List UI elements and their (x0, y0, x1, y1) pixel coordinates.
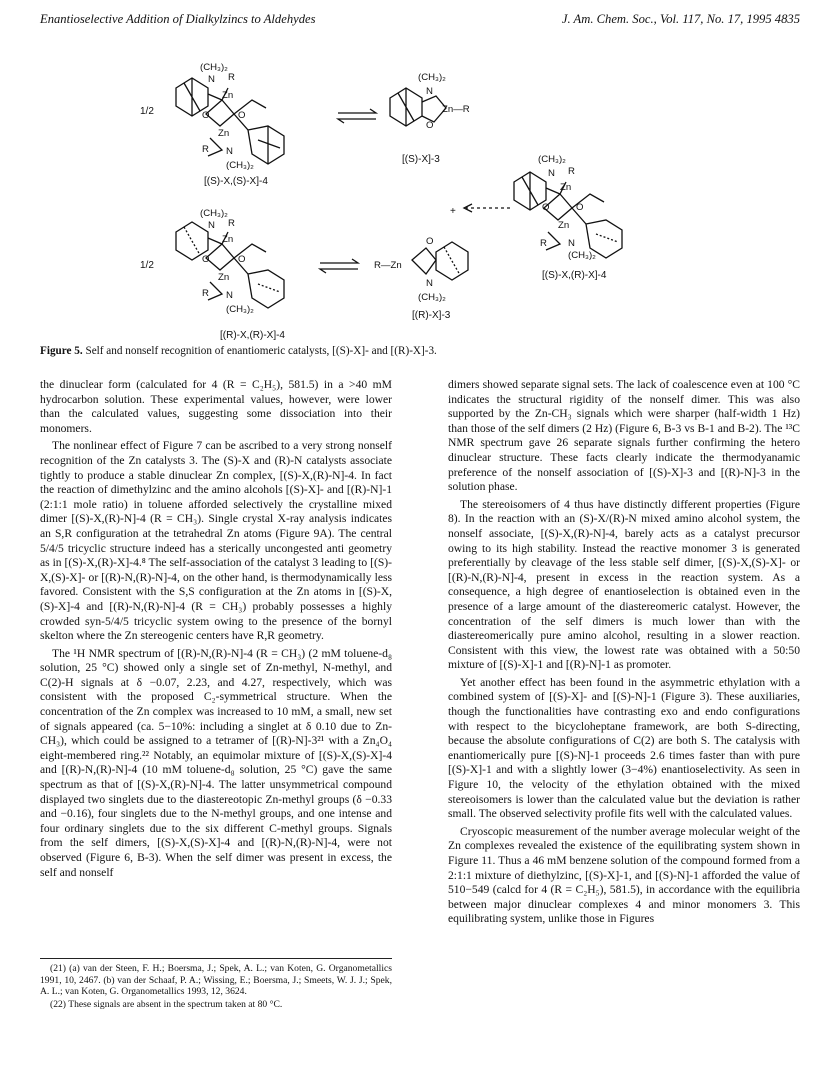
right-column (448, 378, 800, 927)
left-paragraph-3: The ¹H NMR spectrum of [(R)-N,(R)-N]-4 (R = CH₃) (2 mM toluene-d₈ solution, 25 °C) showed only a single set of Zn-methyl, N-methyl, and C(2)-H signals at δ −0.07, 2.23, and 4.27, respectively, which was consistent with the proposed C₂-symmetrical structure. When the concentration of the Zn complex was increased to 10 mM, a small, new set of signals appeared (ca. 5−10%: including a singlet at δ 0.10 due to Zn-CH₃), which could be assigned to a tetramer of [(R)-N]-3²¹ with a Zn₄O₄ eight-membered ring.²² Notably, an equimolar mixture of [(S)-X,(S)-X]-4 and [(R)-N,(R)-N]-4 (10 mM toluene-d₈ solution, 25 °C) gave the same spectrum as that of [(S)-X,(R)-N]-4. The latter unsymmetrical compound displayed two singlets due to the diastereotopic Zn-methyl groups (δ −0.33 and −0.16), four singlets due to the N-methyl groups, and one intense and four ordinary singlets due to the six different C-methyl groups. Signals from the self dimers, [(S)-X,(S)-X]-4 and [(R)-N,(R)-N]-4, were not observed (Figure 6, B-3). When the self dimer was present in excess, the self and nonself (40, 646, 392, 879)
half-bottom: 1/2 (140, 260, 154, 271)
s3-n: N (426, 86, 433, 97)
rr-dimer-o-left: O (202, 254, 210, 265)
ss-dimer-o-left: O (202, 110, 210, 121)
sr-dimer-o-left: O (542, 202, 550, 213)
sr-dimer-group-top: (CH₃)₂ (538, 154, 566, 165)
left-column (40, 378, 392, 880)
ss-dimer-r-top: R (228, 72, 235, 83)
ss-dimer-zn-top: Zn (222, 90, 234, 101)
label-s-3: [(S)-X]-3 (402, 154, 440, 165)
rr-dimer-n-bottom: N (226, 290, 233, 301)
r3-n: N (426, 278, 433, 289)
ss-dimer-n-top: N (208, 74, 215, 85)
caption-text: Self and nonself recognition of enantiomeric catalysts, [(S)-X]- and [(R)-X]-3. (82, 345, 437, 357)
sr-dimer-n-top: N (548, 168, 555, 179)
header-title: Enantioselective Addition of Dialkylzincs to Aldehydes (40, 12, 316, 26)
ss-dimer-o-right: O (238, 110, 246, 121)
plus-sign: + (450, 206, 456, 217)
label-r-3: [(R)-X]-3 (412, 310, 451, 321)
rr-dimer-group-top: (CH₃)₂ (200, 208, 228, 219)
monomer-r (412, 242, 468, 280)
label-sr-4: [(S)-X,(R)-X]-4 (542, 270, 607, 281)
right-paragraph-4: Cryoscopic measurement of the number average molecular weight of the Zn complexes revealed the existence of the equilibrating system shown in Figure 11. Thus a 46 mM benzene solution of the compound formed from a 2:1:1 mixture of diethylzinc, [(S)-X]-1, and [(S)-N]-1 afforded the value of 510−549 (calcd for 4 (R = C₂H₅), 581.5), in accordance with the equilibria between major dinuclear complexes 4 and minor monomers 3. This equilibrating system, unlike those in Figures (448, 824, 800, 926)
figure-caption (40, 344, 800, 358)
left-paragraph-2: The nonlinear effect of Figure 7 can be ascribed to a very strong nonself recognition of the Zn catalysts 3. The (S)-X and (R)-N catalysts associate tightly to produce a stable dinuclear Zn complex, [(S)-X,(R)-N]-4. In fact the reaction of dimethylzinc and the amino alcohols [(S)-X]- and [(R)-N]-1 (2:1:1 mole ratio) in toluene afforded selectively the crystalline mixed dimer [(S)-X,(R)-N]-4 (R = CH₃). Single crystal X-ray analysis indicates an S,R configuration at the tetrahedral Zn atoms (Figure 9A). The central 5/4/5 tricyclic structure indeed has a sterically uncongested anti geometry as in [(S)-X,(R)-X]-4.⁸ The self-association of the catalyst 3 leading to [(S)-X,(S)-X]- or [(R)-N,(R)-N]-4, on the other hand, is thermodynamically less favored. Consistent with the S,S configuration at the Zn atoms in [(S)-X,(S)-X]-4 and [(R)-N,(R)-N]-4 (R = CH₃) probably possesses a highly crowded syn-5/4/5 tricyclic system owing to the presence of the bornyl skelton where the Zn stereogenic centers have R,R geometry. (40, 439, 392, 643)
r3-group: (CH₃)₂ (418, 292, 446, 303)
rr-dimer-n-top: N (208, 220, 215, 231)
rr-dimer-r-top: R (228, 218, 235, 229)
sr-dimer-n-bottom: N (568, 238, 575, 249)
right-paragraph-2: The stereoisomers of 4 thus have distinctly different properties (Figure 8). In the reaction with an (S)-X/(R)-N mixed amino alcohol system, the nonself associate, [(S)-X,(R)-N]-4, barely acts as a catalyst precursor owing to its high stability. Instead the reactive monomer 3 is generated preferentially by cleavage of the less stable self dimer, [(S)-X,(S)-X]- or [(R)-N,(R)-N]-4, present in excess in the reaction system. As a consequence, a high degree of enantioselection is obtained even in the presence of a large amount of the diastereomeric catalyst. However, the concentration of the self dimers is much lower than with the diastereomerically pure amino alcohol, resulting in a slower reaction. Consistent with this view, the lowest rate was obtained with a 50:50 mixture of [(S)-X]-1 and [(R)-N]-1 as promoter. (448, 497, 800, 672)
footnotes (40, 958, 392, 1010)
rr-dimer-o-right: O (238, 254, 246, 265)
sr-dimer-zn-top: Zn (560, 182, 572, 193)
right-paragraph-3: Yet another effect has been found in the asymmetric ethylation with a combined system of [(S)-X]- and [(S)-N]-1 (Figure 3). These auxiliaries, though the functionalities have contrasting exo and endo configurations with respect to the bicycloheptane framework, are both S-directing, because the absolute configurations of C(2) are both S. The catalysis with enantiomerically pure [(S)-N]-1 proceeds 2.6 times faster than with pure [(S)-X]-1 and with a slightly lower (3−4%) enantioselectivity. As seen in Figure 10, the velocity of the ethylation obtained with the mixed stereoisomers is lower than the calculated value but the deviation is rather small. The observed selectivity profile fits well with the calculated values. (448, 675, 800, 821)
equilibrium-top (338, 109, 376, 123)
rr-dimer-zn-bottom: Zn (218, 272, 230, 283)
left-paragraph-1: the dinuclear form (calculated for 4 (R = C₂H₅), 581.5) in a >40 mM hydrocarbon solution. These experimental values, however, were lower than the calculated values, suggesting some dissociation into their monomers. (40, 378, 392, 435)
footnote-22: (22) These signals are absent in the spectrum taken at 80 °C. (50, 998, 283, 1010)
scheme-drawing (130, 56, 690, 344)
sr-dimer-group-bottom: (CH₃)₂ (568, 250, 596, 261)
s3-o: O (426, 120, 434, 131)
half-top: 1/2 (140, 106, 154, 117)
rr-dimer-zn-top: Zn (222, 234, 234, 245)
equilibrium-bottom (320, 259, 358, 273)
figure-5-scheme (130, 56, 690, 344)
s3-group: (CH₃)₂ (418, 72, 446, 83)
header-journal: J. Am. Chem. Soc., Vol. 117, No. 17, 1995 4835 (561, 12, 800, 26)
rr-dimer-r-bottom: R (202, 288, 209, 299)
r3-r-zn: R—Zn (374, 260, 402, 271)
s3-zn-r: Zn—R (442, 104, 470, 115)
right-paragraph-1: dimers showed separate signal sets. The lack of coalescence even at 100 °C indicates the structural rigidity of the nonself dimer. This was also supported by the Zn-CH₃ signals which were sharper (half-width 1 Hz) than those of the self dimers (2 Hz) (Figure 6, B-3 vs B-1 and B-2). The ¹³C NMR spectrum gave 26 separate signals further confirming the hetero dinuclear structure. These facts clearly indicate the thermodyanamic preference of the nonself association of [(S)-X]-3 and [(R)-N]-3 in the solution phase. (448, 378, 800, 494)
ss-dimer-zn-bottom: Zn (218, 128, 230, 139)
sr-dimer-r-bottom: R (540, 238, 547, 249)
caption-label: Figure 5. (40, 345, 83, 357)
monomer-s (390, 88, 446, 126)
ss-dimer-group-top: (CH₃)₂ (200, 62, 228, 73)
label-rr-4: [(R)-X,(R)-X]-4 (220, 330, 285, 341)
footnote-21: (21) (a) van der Steen, F. H.; Boersma, J.; Spek, A. L.; van Koten, G. Organometallics 1991, 10, 2467. (b) van der Schaaf, P. A.; Wissing, E.; Boersma, J.; Smeets, W. J. J.; Spek, A. L.; van Koten, G. Organometallics 1993, 12, 3624. (40, 963, 392, 998)
rr-dimer-group-bottom: (CH₃)₂ (226, 304, 254, 315)
r3-o: O (426, 236, 434, 247)
sr-dimer-r-top: R (568, 166, 575, 177)
running-header (40, 12, 800, 32)
ss-dimer-n-bottom: N (226, 146, 233, 157)
ss-dimer-r-bottom: R (202, 144, 209, 155)
sr-dimer-zn-bottom: Zn (558, 220, 570, 231)
sr-dimer-o-right: O (576, 202, 584, 213)
ss-dimer-group-bottom: (CH₃)₂ (226, 160, 254, 171)
dashed-arrow (464, 204, 510, 212)
label-ss-4: [(S)-X,(S)-X]-4 (204, 176, 268, 187)
